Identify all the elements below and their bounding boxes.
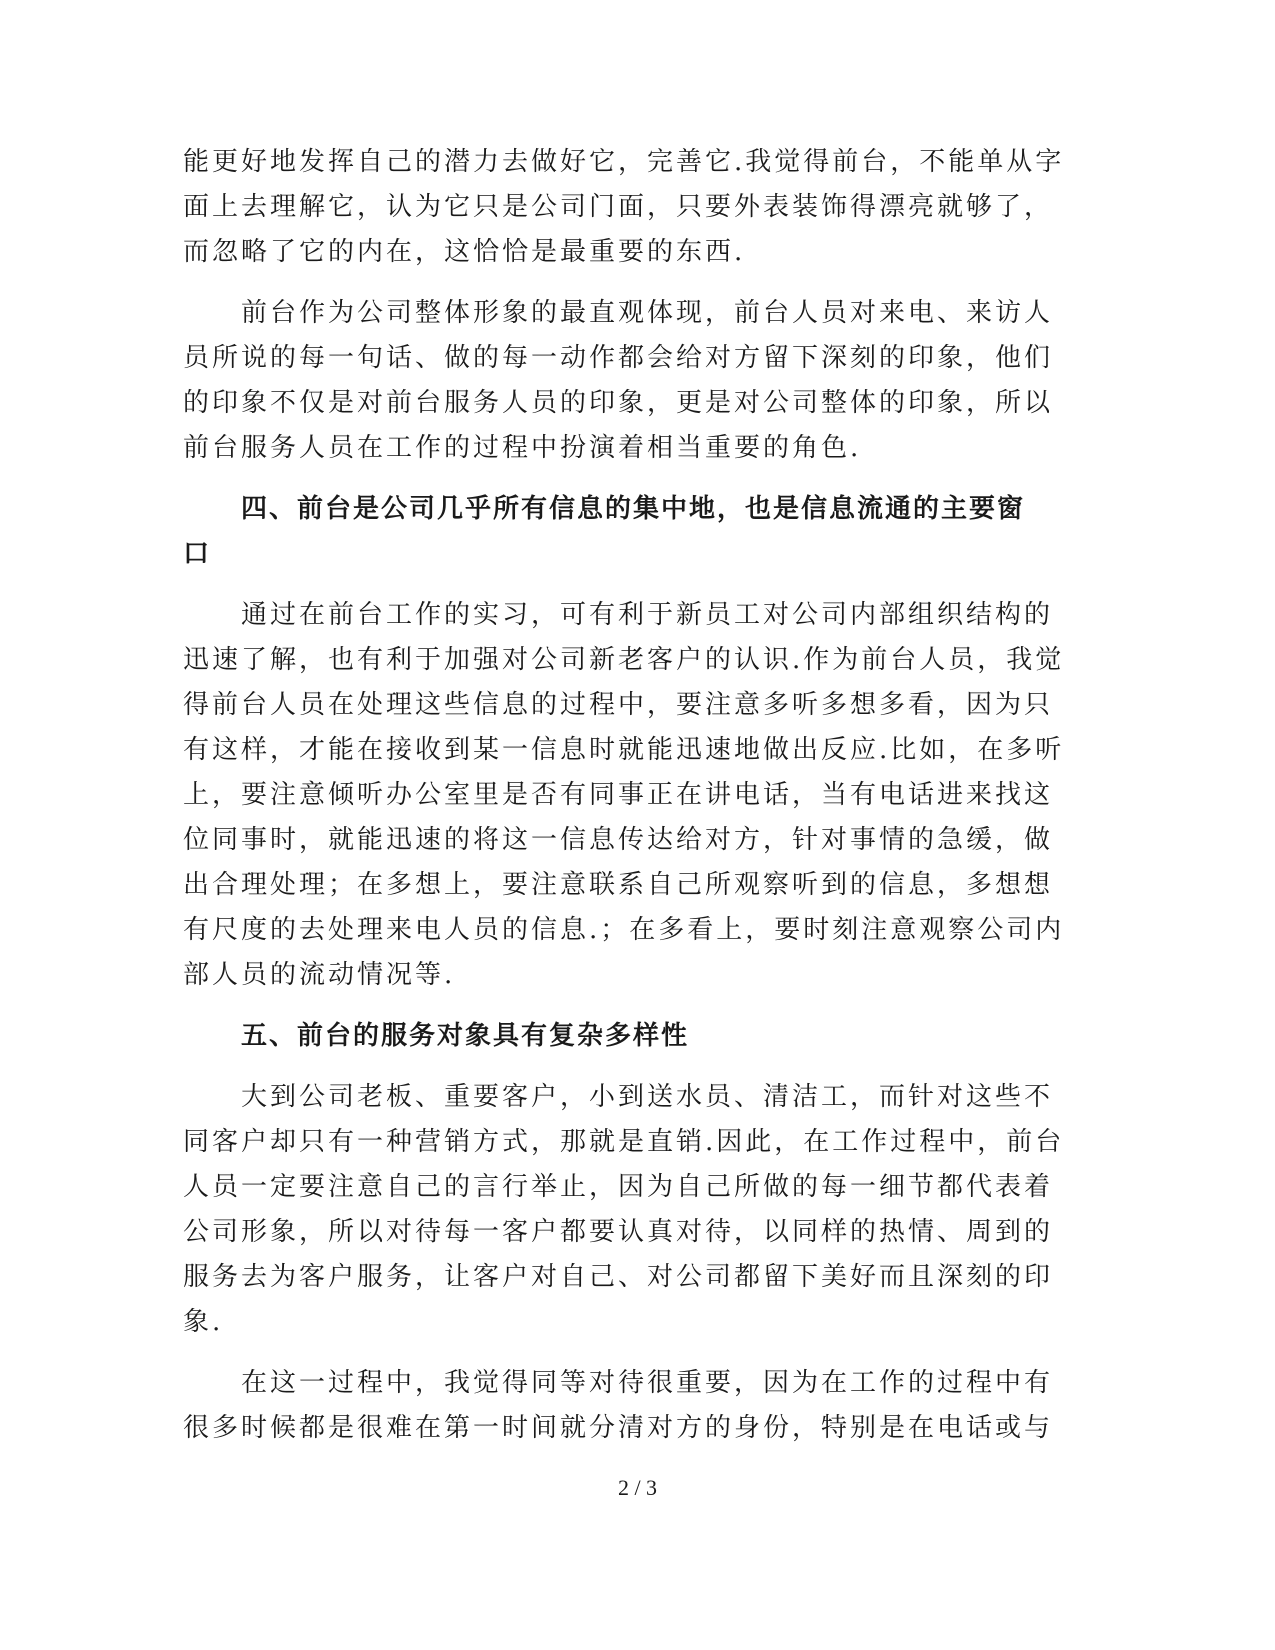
heading-line: 口: [183, 539, 212, 569]
section-heading-5: [183, 1014, 1028, 1059]
paragraph-line: 迅速了解，也有利于加强对公司新老客户的认识.作为前台人员，我觉: [183, 645, 1065, 675]
paragraph-line: 出合理处理；在多想上，要注意联系自己所观察听到的信息，多想想: [183, 870, 1054, 900]
paragraph-5: [183, 1361, 1054, 1451]
section-heading-4: [183, 487, 1028, 577]
paragraph-line: 服务去为客户服务，让客户对自己、对公司都留下美好而且深刻的印: [183, 1262, 1054, 1292]
paragraph-line: 前台作为公司整体形象的最直观体现，前台人员对来电、来访人: [241, 298, 1054, 328]
paragraph-line: 面上去理解它，认为它只是公司门面，只要外表装饰得漂亮就够了，: [183, 192, 1054, 222]
paragraph-line: 同客户却只有一种营销方式，那就是直销.因此，在工作过程中，前台: [183, 1127, 1065, 1157]
document-page: [183, 140, 1065, 1451]
paragraph-line: 象.: [183, 1307, 224, 1337]
paragraph-line: 前台服务人员在工作的过程中扮演着相当重要的角色.: [183, 433, 862, 463]
paragraph-3: [183, 593, 1065, 998]
paragraph-line: 得前台人员在处理这些信息的过程中，要注意多听多想多看，因为只: [183, 690, 1054, 720]
paragraph-line: 人员一定要注意自己的言行举止，因为自己所做的每一细节都代表着: [183, 1172, 1054, 1202]
paragraph-line: 在这一过程中，我觉得同等对待很重要，因为在工作的过程中有: [241, 1368, 1054, 1398]
paragraph-line: 上，要注意倾听办公室里是否有同事正在讲电话，当有电话进来找这: [183, 780, 1054, 810]
paragraph-line: 通过在前台工作的实习，可有利于新员工对公司内部组织结构的: [241, 600, 1054, 630]
paragraph-4: [183, 1075, 1065, 1345]
paragraph-line: 位同事时，就能迅速的将这一信息传达给对方，针对事情的急缓，做: [183, 825, 1054, 855]
paragraph-line: 有尺度的去处理来电人员的信息.；在多看上，要时刻注意观察公司内: [183, 915, 1065, 945]
paragraph-line: 很多时候都是很难在第一时间就分清对方的身份，特别是在电话或与: [183, 1413, 1054, 1443]
paragraph-1: [183, 140, 1065, 275]
paragraph-line: 员所说的每一句话、做的每一动作都会给对方留下深刻的印象，他们: [183, 343, 1054, 373]
paragraph-line: 有这样，才能在接收到某一信息时就能迅速地做出反应.比如，在多听: [183, 735, 1065, 765]
paragraph-line: 公司形象，所以对待每一客户都要认真对待，以同样的热情、周到的: [183, 1217, 1054, 1247]
paragraph-line: 大到公司老板、重要客户，小到送水员、清洁工，而针对这些不: [241, 1082, 1054, 1112]
paragraph-line: 而忽略了它的内在，这恰恰是最重要的东西.: [183, 237, 746, 267]
paragraph-line: 的印象不仅是对前台服务人员的印象，更是对公司整体的印象，所以: [183, 388, 1054, 418]
paragraph-line: 能更好地发挥自己的潜力去做好它，完善它.我觉得前台，不能单从字: [183, 147, 1065, 177]
heading-line: 五、前台的服务对象具有复杂多样性: [241, 1021, 690, 1051]
page-number: 2 / 3: [617, 1475, 658, 1500]
heading-line: 四、前台是公司几乎所有信息的集中地，也是信息流通的主要窗: [241, 494, 1026, 524]
paragraph-line: 部人员的流动情况等.: [183, 960, 456, 990]
paragraph-2: [183, 291, 1054, 471]
